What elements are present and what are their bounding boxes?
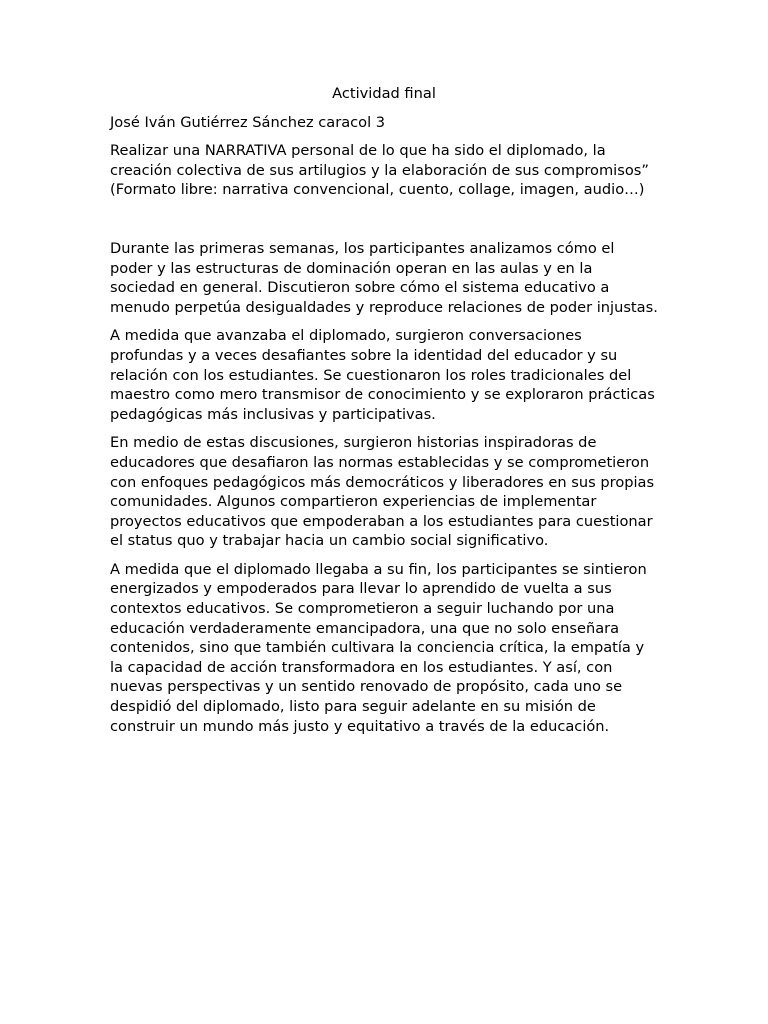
assignment-instructions: Realizar una NARRATIVA personal de lo que ha sido el diplomado, la creación colectiva de sus artilugios y la elaboración de sus compromisos” (Formato libre: narrativa convencional, cuento, collage, imagen, audio…)	[110, 142, 649, 199]
paragraph-1: Durante las primeras semanas, los participantes analizamos cómo el poder y las estructuras de dominación operan en las aulas y en la sociedad en general. Discutieron sobre cómo el sistema educativo a menudo perpetúa desigualdades y reproduce relaciones de poder injustas.	[110, 239, 658, 316]
document-title: Actividad final	[332, 85, 436, 102]
author-line: José Iván Gutiérrez Sánchez caracol 3	[110, 113, 386, 131]
paragraph-3: En medio de estas discusiones, surgieron historias inspiradoras de educadores que desafiaron las normas establecidas y se comprometieron con enfoques pedagógicos más democráticos y liberadores en sus propias comunidades. Algunos compartieron experiencias de implementar proyectos educativos que empoderaban a los estudiantes para cuestionar el status quo y trabajar hacia un cambio social significativo.	[110, 434, 655, 550]
paragraph-2: A medida que avanzaba el diplomado, surgieron conversaciones profundas y a veces desafiantes sobre la identidad del educador y su relación con los estudiantes. Se cuestionaron los roles tradicionales del maestro como mero transmisor de conocimiento y se exploraron prácticas pedagógicas más inclusivas y participativas.	[110, 327, 655, 423]
paragraph-4: A medida que el diplomado llegaba a su fin, los participantes se sintieron energizados y empoderados para llevar lo aprendido de vuelta a sus contextos educativos. Se comprometieron a seguir luchando por una educación verdaderamente emancipadora, una que no solo enseñara contenidos, sino que también cultivara la conciencia crítica, la empatía y la capacidad de acción transformadora en los estudiantes. Y así, con nuevas perspectivas y un sentido renovado de propósito, cada uno se despidió del diplomado, listo para seguir adelante en su misión de construir un mundo más justo y equitativo a través de la educación.	[110, 560, 647, 735]
document-body	[110, 84, 658, 745]
blank-line	[110, 209, 658, 239]
